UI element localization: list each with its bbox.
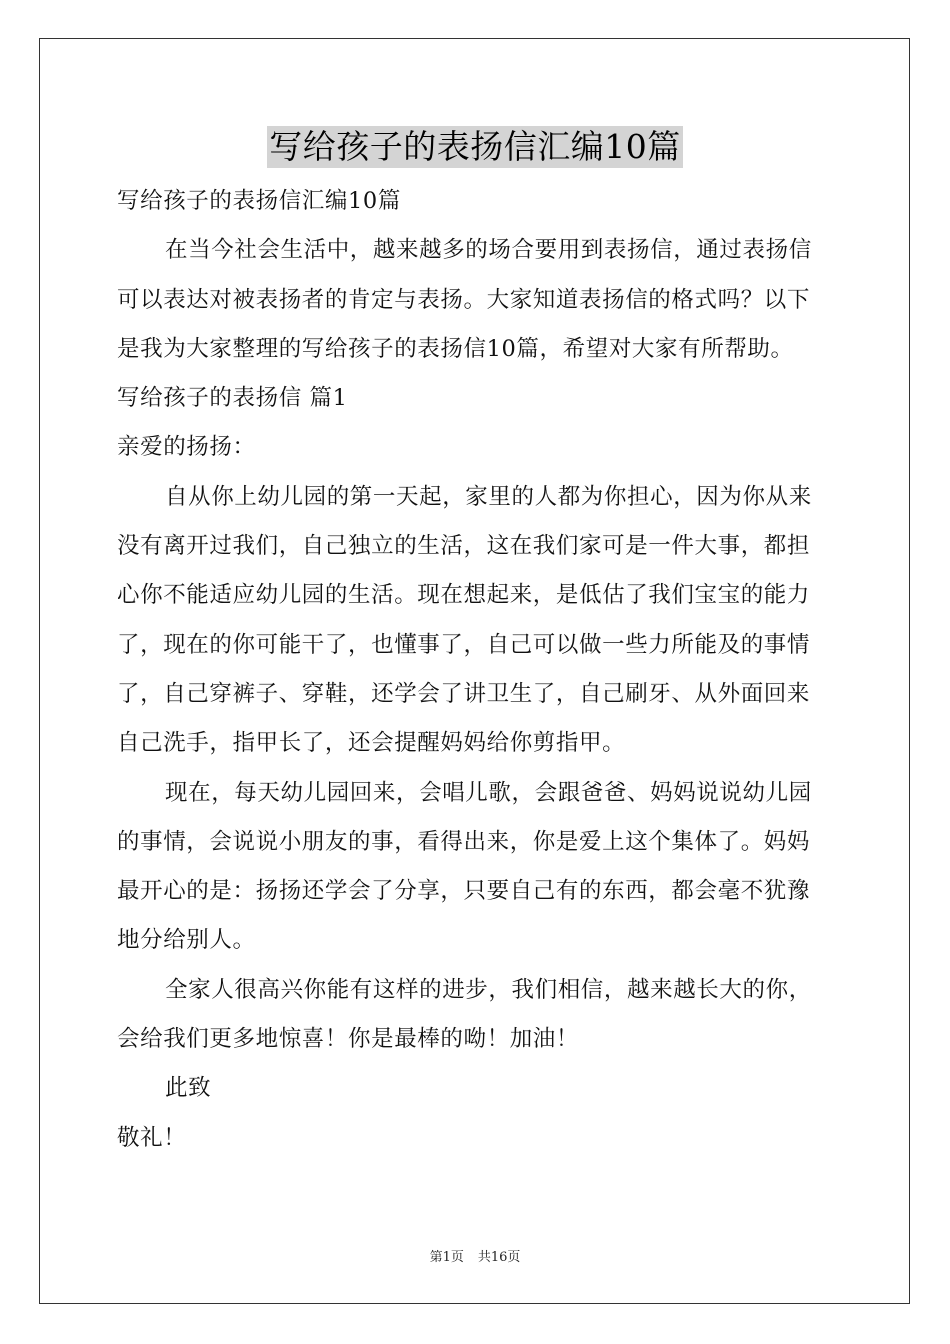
document-title: 写给孩子的表扬信汇编10篇 <box>269 127 681 166</box>
title-container <box>0 126 950 168</box>
intro-line: 是我为大家整理的写给孩子的表扬信10篇，希望对大家有所帮助。 <box>117 335 794 362</box>
regards-line: 敬礼！ <box>117 1124 187 1151</box>
intro-line: 可以表达对被表扬者的肯定与表扬。大家知道表扬信的格式吗？以下 <box>117 286 811 313</box>
page-footer <box>0 1246 950 1265</box>
paragraph-line: 现在，每天幼儿园回来，会唱儿歌，会跟爸爸、妈妈说说幼儿园 <box>165 779 812 806</box>
paragraph-line: 自己洗手，指甲长了，还会提醒妈妈给你剪指甲。 <box>117 730 626 757</box>
paragraph-line: 地分给别人。 <box>117 927 256 954</box>
paragraph-line: 没有离开过我们，自己独立的生活，这在我们家可是一件大事，都担 <box>117 533 811 560</box>
page-number: 第1页 <box>429 1250 464 1265</box>
document-subtitle: 写给孩子的表扬信汇编10篇 <box>117 188 401 214</box>
document-body <box>117 177 837 1163</box>
salutation: 亲爱的扬扬： <box>117 434 256 461</box>
paragraph-line: 最开心的是：扬扬还学会了分享，只要自己有的东西，都会毫不犹豫 <box>117 878 811 905</box>
paragraph-line: 的事情，会说说小朋友的事，看得出来，你是爱上这个集体了。妈妈 <box>117 828 811 855</box>
paragraph-line: 会给我们更多地惊喜！你是最棒的呦！加油！ <box>117 1026 580 1053</box>
intro-line: 在当今社会生活中，越来越多的场合要用到表扬信，通过表扬信 <box>165 237 812 264</box>
body-paragraph-3 <box>117 966 837 1065</box>
body-paragraph-2 <box>117 769 837 966</box>
paragraph-line: 心你不能适应幼儿园的生活。现在想起来，是低估了我们宝宝的能力 <box>117 582 811 609</box>
closing-line: 此致 <box>165 1075 212 1102</box>
paragraph-line: 全家人很高兴你能有这样的进步，我们相信，越来越长大的你， <box>165 976 812 1003</box>
total-pages: 共16页 <box>477 1250 521 1265</box>
intro-paragraph <box>117 226 837 374</box>
paragraph-line: 了，现在的你可能干了，也懂事了，自己可以做一些力所能及的事情 <box>117 631 811 658</box>
paragraph-line: 自从你上幼儿园的第一天起，家里的人都为你担心，因为你从来 <box>165 483 812 510</box>
paragraph-line: 了，自己穿裤子、穿鞋，还学会了讲卫生了，自己刷牙、从外面回来 <box>117 680 811 707</box>
body-paragraph-1 <box>117 473 837 769</box>
section-heading: 写给孩子的表扬信 篇1 <box>117 385 348 412</box>
